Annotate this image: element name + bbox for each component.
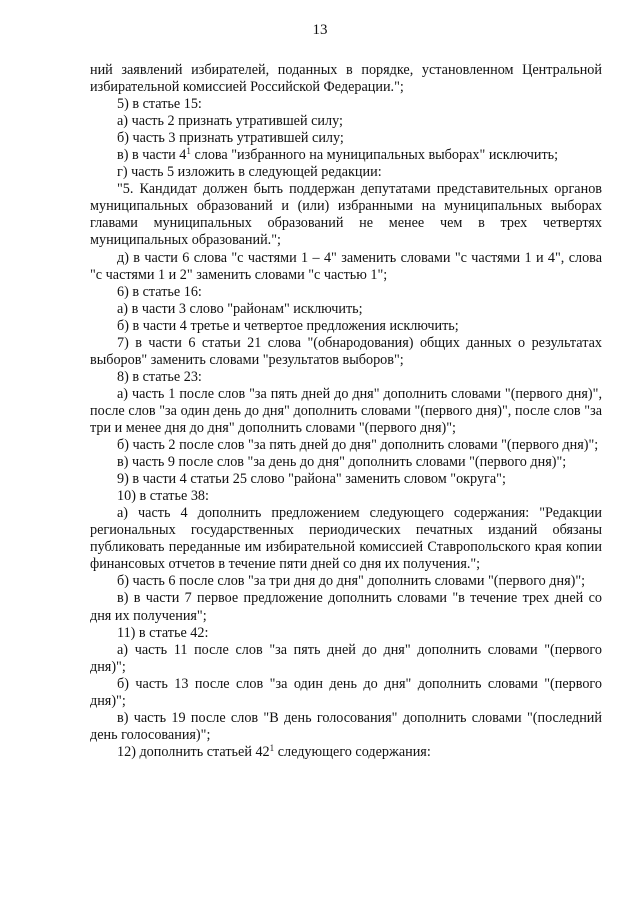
- paragraph-text: б) часть 6 после слов "за три дня до дня" дополнить словами "(первого дня)";: [117, 573, 586, 590]
- paragraph-text: 10) в статье 38:: [117, 488, 209, 505]
- paragraph-text: в) в части 7 первое предложение дополнить словами "в течение трех дней со дня их получения";: [90, 590, 602, 624]
- paragraph-text: 5) в статье 15:: [117, 96, 202, 113]
- paragraph-text: а) часть 1 после слов "за пять дней до дня" дополнить словами "(первого дня)", после слов "за один день до дня" дополнить словами "(первого дня)", после слов "за три и менее дня до дня" дополнить словами "(первого дня)";: [90, 385, 602, 436]
- paragraph: [90, 471, 602, 488]
- paragraph-text: в) в части 4: [117, 147, 187, 164]
- document-body: [90, 62, 602, 761]
- paragraph-text: 11) в статье 42:: [117, 624, 209, 641]
- paragraph: [90, 113, 602, 130]
- paragraph: [90, 130, 602, 147]
- superscript: 1: [269, 742, 275, 753]
- paragraph-text: б) часть 2 после слов "за пять дней до дня" дополнить словами "(первого дня)";: [117, 437, 599, 454]
- paragraph-text: 9) в части 4 статьи 25 слово "района" заменить словом "округа";: [117, 471, 506, 488]
- paragraph: [90, 369, 602, 386]
- paragraph: [90, 386, 602, 437]
- paragraph-text: б) в части 4 третье и четвертое предложения исключить;: [117, 317, 459, 334]
- page-number: 13: [312, 22, 328, 38]
- paragraph-text: а) в части 3 слово "районам" исключить;: [117, 300, 363, 317]
- paragraph-text: "5. Кандидат должен быть поддержан депутатами представительных органов муниципальных образований и (или) избранными на муниципальных выборах главами муниципальных образований не менее чем в трех четвертях муниципальных образований.";: [90, 181, 602, 249]
- paragraph-text: д) в части 6 слова "с частями 1 – 4" заменить словами "с частями 1 и 4", слова "с частями 1 и 2" заменить словами "с частью 1";: [90, 249, 602, 283]
- superscript: 1: [186, 146, 191, 157]
- paragraph: [90, 284, 602, 301]
- paragraph: [90, 96, 602, 113]
- paragraph: [90, 744, 602, 761]
- paragraph-text: в) часть 19 после слов "В день голосования" дополнить словами "(последний день голосования)";: [90, 709, 602, 743]
- paragraph-text: 8) в статье 23:: [117, 368, 202, 385]
- paragraph-text-continued: следующего содержания:: [274, 743, 431, 760]
- paragraph-text: а) часть 2 признать утратившей силу;: [117, 113, 343, 130]
- paragraph: [90, 164, 602, 181]
- paragraph: [90, 250, 602, 284]
- paragraph-text: б) часть 13 после слов "за один день до дня" дополнить словами "(первого дня)";: [90, 675, 602, 709]
- paragraph-text: 7) в части 6 статьи 21 слова "(обнародования) общих данных о результатах выборов" заменить словами "результатов выборов";: [90, 334, 602, 368]
- paragraph: [90, 573, 602, 590]
- paragraph-text: а) часть 11 после слов "за пять дней до дня" дополнить словами "(первого дня)";: [90, 641, 602, 675]
- paragraph-text: 12) дополнить статьей 42: [117, 743, 270, 760]
- paragraph: [90, 335, 602, 369]
- paragraph: [90, 437, 602, 454]
- paragraph-text: а) часть 4 дополнить предложением следующего содержания: "Редакции региональных государственных периодических печатных изданий обязаны публиковать переданные им избирательной комиссией Ставропольского края копии финансовых отчетов в течение пяти дней со дня их получения.";: [90, 505, 602, 573]
- paragraph: [90, 676, 602, 710]
- paragraph-text: б) часть 3 признать утратившей силу;: [117, 130, 344, 147]
- paragraph: [90, 318, 602, 335]
- paragraph-text: г) часть 5 изложить в следующей редакции:: [117, 164, 382, 181]
- paragraph-text: ний заявлений избирателей, поданных в порядке, установленном Центральной избирательной комиссией Российской Федерации.";: [90, 62, 602, 96]
- paragraph-text: 6) в статье 16:: [117, 283, 202, 300]
- paragraph: [90, 642, 602, 676]
- paragraph: [90, 181, 602, 249]
- paragraph-text: в) часть 9 после слов "за день до дня" дополнить словами "(первого дня)";: [117, 454, 567, 471]
- paragraph: [90, 710, 602, 744]
- paragraph: [90, 625, 602, 642]
- paragraph: [90, 505, 602, 573]
- paragraph: [90, 590, 602, 624]
- paragraph: [90, 488, 602, 505]
- paragraph: [90, 301, 602, 318]
- paragraph: [90, 62, 602, 96]
- paragraph-text-continued: слова "избранного на муниципальных выборах" исключить;: [190, 147, 559, 164]
- paragraph: [90, 454, 602, 471]
- paragraph: [90, 147, 602, 164]
